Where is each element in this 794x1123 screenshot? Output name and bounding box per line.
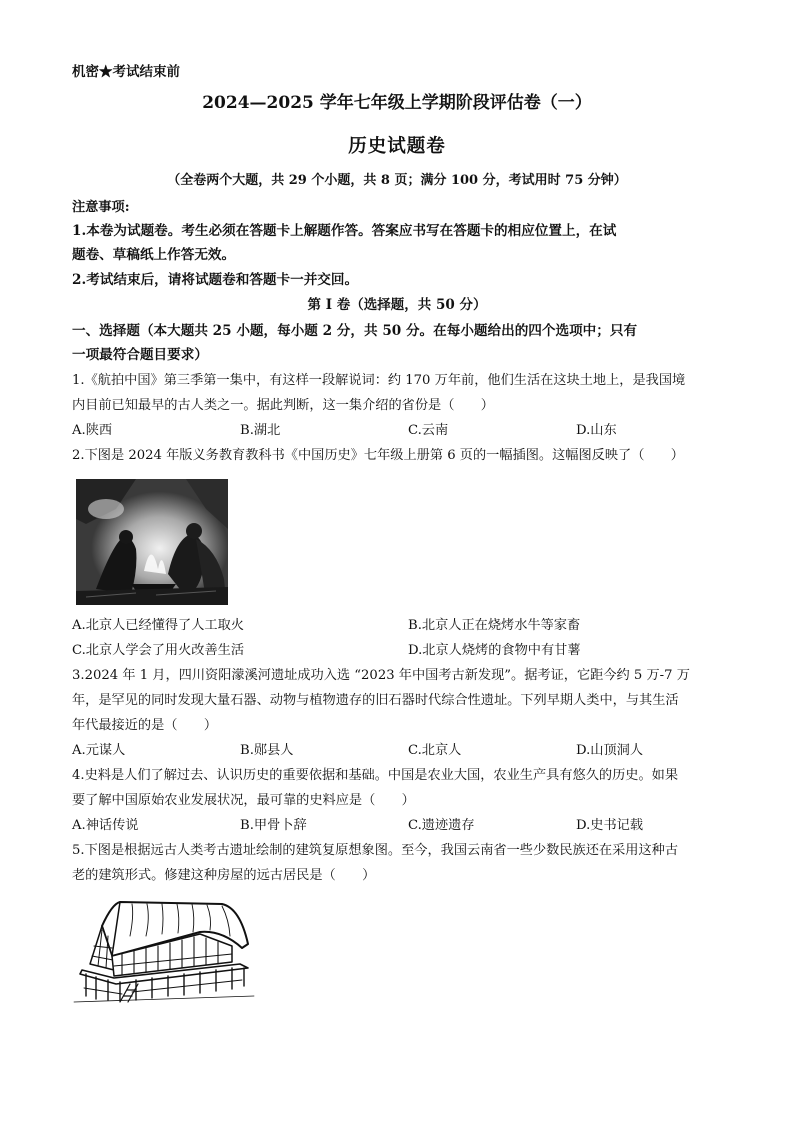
question-3-option-c: C.北京人 [408,743,462,758]
part-1-title: 第 I 卷（选择题，共 50 分） [307,297,487,313]
section-1-line-1: 一、选择题（本大题共 25 小题，每小题 2 分，共 50 分。在每小题给出的四个选项中；只有 [72,323,638,339]
peking-man-fire-illustration [76,479,228,605]
exam-note: （全卷两个大题，共 29 个小题，共 8 页；满分 100 分，考试用时 75 分钟） [167,173,627,188]
question-1-option-d: D.山东 [576,423,617,438]
notice-item-1-line-1: 1.本卷为试题卷。考生必须在答题卡上解题作答。答案应书写在答题卡的相应位置上，在试 [72,223,617,239]
question-1-line-1: 1.《航拍中国》第三季第一集中，有这样一段解说词：约 170 万年前，他们生活在这块土地上，是我国境 [72,373,686,388]
question-3-line-1: 3.2024 年 1 月，四川资阳濛溪河遗址成功入选 “2023 年中国考古新发现”。据考证，它距今约 5 万-7 万 [72,668,690,683]
question-1-line-2: 内目前已知最早的古人类之一。据此判断，这一集介绍的省份是（ ） [72,398,494,413]
question-3-line-2: 年，是罕见的同时发现大量石器、动物与植物遗存的旧石器时代综合性遗址。下列早期人类中，与其生活 [72,693,679,708]
question-5-line-2: 老的建筑形式。修建这种房屋的远古居民是（ ） [72,868,376,883]
exam-title: 2024—2025 学年七年级上学期阶段评估卷（一） [202,93,592,113]
question-5-line-1: 5.下图是根据远古人类考古遗址绘制的建筑复原想象图。至今，我国云南省一些少数民族还在采用这种古 [72,843,679,858]
question-1-option-b: B.湖北 [240,423,281,438]
confidential-mark: 机密★考试结束前 [72,64,180,80]
question-3-line-3: 年代最接近的是（ ） [72,718,218,733]
question-2-option-a: A.北京人已经懂得了人工取火 [72,618,244,633]
question-4-option-b: B.甲骨卜辞 [240,818,307,833]
subject-title: 历史试题卷 [348,136,446,157]
question-3-option-b: B.郧县人 [240,743,294,758]
question-1-option-c: C.云南 [408,423,449,438]
question-4-line-1: 4.史料是人们了解过去、认识历史的重要依据和基础。中国是农业大国，农业生产具有悠久的历史。如果 [72,768,679,783]
question-3-option-d: D.山顶洞人 [576,743,644,758]
section-1-line-2: 一项最符合题目要求） [72,347,208,363]
question-2-option-d: D.北京人烧烤的食物中有甘薯 [408,643,581,658]
stilt-house-illustration [72,896,256,1004]
notice-item-2: 2.考试结束后，请将试题卷和答题卡一并交回。 [72,272,359,288]
notice-item-1-line-2: 题卷、草稿纸上作答无效。 [72,247,236,263]
question-2-line-1: 2.下图是 2024 年版义务教育教科书《中国历史》七年级上册第 6 页的一幅插图。这幅图反映了（ ） [72,448,684,463]
question-4-option-d: D.史书记载 [576,818,644,833]
question-4-line-2: 要了解中国原始农业发展状况，最可靠的史料应是（ ） [72,793,415,808]
question-4-option-a: A.神话传说 [72,818,139,833]
question-2-option-c: C.北京人学会了用火改善生活 [72,643,245,658]
notice-heading: 注意事项: [72,200,130,215]
question-4-option-c: C.遗迹遗存 [408,818,475,833]
question-1-option-a: A.陕西 [72,423,113,438]
question-3-option-a: A.元谋人 [72,743,126,758]
question-2-option-b: B.北京人正在烧烤水牛等家畜 [408,618,581,633]
